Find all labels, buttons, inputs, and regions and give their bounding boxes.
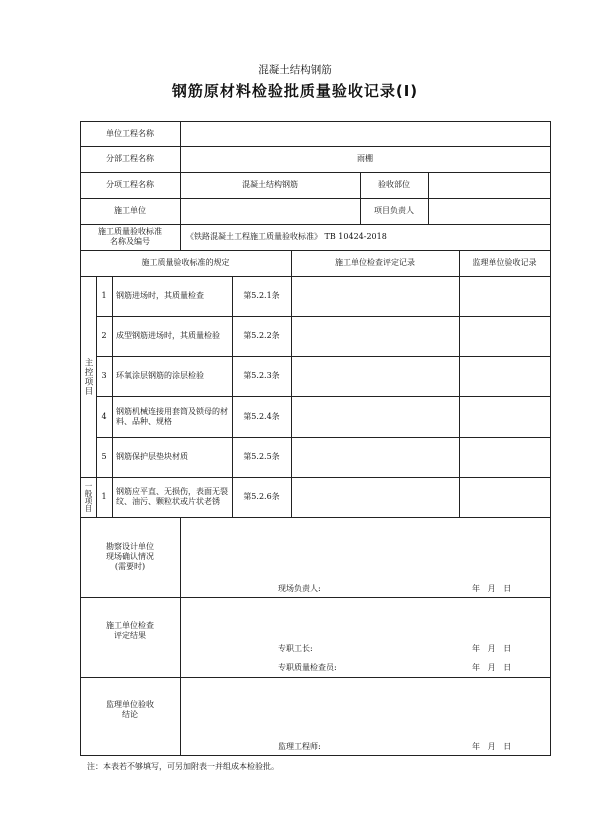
division-label: 分部工程名称 [106, 154, 154, 163]
item-text: 成型钢筋进场时，其质量检验 [116, 331, 220, 340]
design-sign-label: 现场负责人: [278, 584, 321, 593]
col-header-supervision-check: 监理单位验收记录 [472, 258, 537, 267]
design-date: 年 月 日 [472, 584, 512, 593]
inspector-date: 年 月 日 [472, 663, 512, 672]
item-clause: 第5.2.5条 [243, 452, 280, 461]
inspector-sign-label: 专职质量检查员: [278, 663, 337, 672]
design-label-line2: 现场确认情况 [106, 552, 154, 561]
item-clause: 第5.2.2条 [243, 331, 280, 340]
supervisor-date: 年 月 日 [472, 742, 512, 751]
table-border-right [550, 121, 551, 755]
item-number: 5 [101, 452, 107, 461]
supervisor-sign-label: 监理工程师: [278, 742, 321, 751]
item-number: 3 [101, 371, 107, 380]
foreman-sign-label: 专职工长: [278, 644, 313, 653]
unit-project-value[interactable] [180, 121, 550, 146]
design-label-line1: 勘察设计单位 [106, 542, 154, 551]
main-control-label-text: 主控项目 [83, 357, 93, 396]
construction-unit-value[interactable] [180, 198, 360, 224]
standard-label [80, 224, 180, 250]
col-line [112, 276, 113, 517]
main-control-group-label [80, 276, 96, 477]
item-number: 2 [101, 331, 107, 340]
acceptance-part-label: 验收部位 [378, 180, 410, 189]
item-text: 环氧涂层钢筋的涂层检验 [116, 371, 204, 380]
design-unit-label [80, 517, 180, 597]
supervision-label-line2: 结论 [122, 710, 138, 719]
col-line [291, 250, 292, 517]
footer-note: 注：本表若不够填写，可另加附表一并组成本检验批。 [87, 762, 279, 771]
supervision-conclusion-label [80, 677, 180, 755]
design-label-line3: (需要时) [114, 562, 146, 571]
acceptance-part-value[interactable] [428, 172, 550, 198]
table-border-bottom [80, 755, 551, 756]
standard-label-line1: 施工质量验收标准 [98, 227, 162, 236]
division-value[interactable]: 雨棚 [357, 154, 373, 163]
item-clause: 第5.2.1条 [243, 291, 280, 300]
item-clause: 第5.2.3条 [243, 371, 280, 380]
general-group-label [80, 477, 96, 517]
col-line [180, 517, 181, 755]
standard-label-line2: 名称及编号 [110, 237, 150, 246]
item-clause: 第5.2.6条 [243, 492, 280, 501]
general-label-text: 一般项目 [84, 482, 93, 512]
unit-project-label: 单位工程名称 [106, 128, 154, 138]
construction-result-label [80, 597, 180, 677]
item-text: 钢筋保护层垫块材质 [116, 452, 188, 461]
item-text: 钢筋机械连接用套筒及锁母的材料、品种、规格 [116, 406, 228, 426]
col-header-standard: 施工质量验收标准的规定 [141, 258, 230, 267]
project-lead-label: 项目负责人 [374, 206, 414, 215]
construction-unit-label: 施工单位 [114, 206, 146, 215]
foreman-date: 年 月 日 [472, 644, 512, 653]
supervision-label-line1: 监理单位验收 [106, 700, 154, 709]
col-line [459, 250, 460, 517]
form-title: 钢筋原材料检验批质量验收记录(Ⅰ) [171, 82, 419, 100]
item-number: 4 [101, 411, 107, 421]
item-clause: 第5.2.4条 [243, 411, 280, 421]
form-subtitle: 混凝土结构钢筋 [258, 64, 332, 76]
construction-label-line2: 评定结果 [114, 631, 146, 640]
item-number: 1 [101, 291, 107, 300]
item-text: 钢筋应平直、无损伤，表面无裂纹、油污、颗粒状或片状老锈 [116, 487, 228, 506]
standard-value: 《铁路混凝土工程施工质量验收标准》 TB 10424-2018 [186, 232, 387, 241]
subitem-value[interactable]: 混凝土结构钢筋 [242, 180, 298, 189]
item-text: 钢筋进场时，其质量检查 [116, 291, 204, 300]
construction-label-line1: 施工单位检查 [106, 621, 154, 630]
project-lead-value[interactable] [428, 198, 550, 224]
col-header-construction-check: 施工单位检查评定记录 [335, 258, 415, 267]
item-number: 1 [101, 492, 107, 501]
subitem-label: 分项工程名称 [106, 180, 154, 189]
